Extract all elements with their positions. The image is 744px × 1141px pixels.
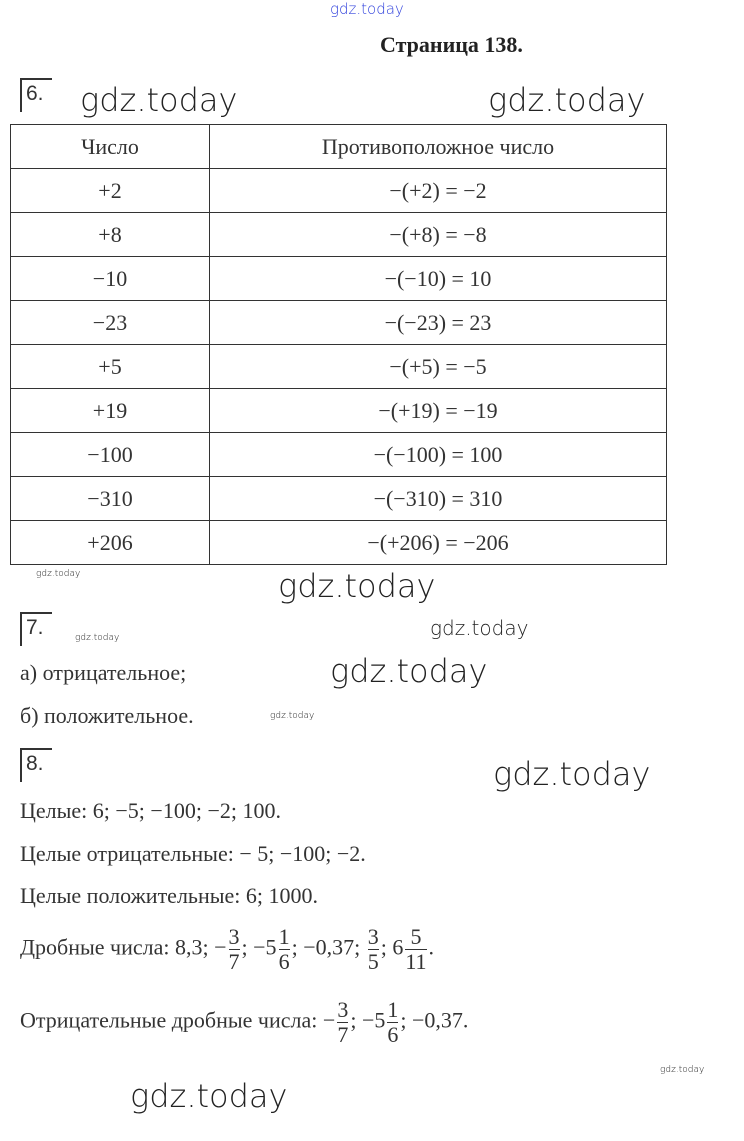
numerator: 3: [367, 924, 379, 949]
cell-opposite: −(−100) = 100: [210, 433, 667, 477]
task-7-number: 7.: [20, 612, 52, 646]
cell-number: +8: [11, 213, 210, 257]
decimal: −0,37;: [303, 934, 361, 960]
denominator: 7: [228, 949, 240, 975]
separator: ;: [241, 934, 248, 960]
cell-opposite: −(−310) = 310: [210, 477, 667, 521]
decimal: −0,37.: [411, 1007, 469, 1033]
table-row: [11, 169, 667, 213]
numerator: 3: [228, 924, 240, 949]
separator: .: [428, 934, 435, 960]
table-row: [11, 345, 667, 389]
cell-opposite: −(+2) = −2: [210, 169, 667, 213]
fractions-line: [20, 925, 434, 974]
separator: ;: [400, 1007, 407, 1033]
page-title: Страница 138.: [380, 32, 523, 57]
cell-number: −100: [11, 433, 210, 477]
separator: ;: [380, 934, 387, 960]
fraction: [337, 998, 348, 1047]
header-number: Число: [11, 125, 210, 169]
cell-opposite: −(−23) = 23: [210, 301, 667, 345]
fraction: [387, 998, 398, 1047]
table-header-row: [11, 125, 667, 169]
fraction: [405, 925, 426, 974]
whole-part: 6: [392, 934, 404, 960]
denominator: 6: [278, 949, 290, 975]
cell-number: −310: [11, 477, 210, 521]
sign: −5: [361, 1007, 386, 1033]
negative-integers-line: Целые отрицательные: − 5; −100; −2.: [20, 841, 366, 866]
fraction: [368, 925, 379, 974]
cell-opposite: −(+5) = −5: [210, 345, 667, 389]
cell-number: +206: [11, 521, 210, 565]
table-row: [11, 433, 667, 477]
watermark: gdz.today: [330, 0, 404, 18]
cell-opposite: −(+8) = −8: [210, 213, 667, 257]
table-row: [11, 257, 667, 301]
table-row: [11, 213, 667, 257]
fraction: [229, 925, 240, 974]
numerator: 3: [337, 997, 349, 1022]
numerator: 1: [278, 924, 290, 949]
watermark: gdz.today: [270, 711, 315, 721]
cell-number: +5: [11, 345, 210, 389]
cell-number: +2: [11, 169, 210, 213]
numerator: 1: [387, 997, 399, 1022]
sign: −: [322, 1007, 336, 1033]
cell-number: −10: [11, 257, 210, 301]
denominator: 11: [405, 949, 427, 975]
table-row: [11, 521, 667, 565]
denominator: 5: [367, 949, 379, 975]
watermark: gdz.today: [330, 652, 488, 690]
separator: ;: [291, 934, 298, 960]
task-6-number: 6.: [20, 78, 52, 112]
task-7-answer-b: б) положительное.: [20, 703, 194, 728]
negative-fractions-label: Отрицательные дробные числа:: [20, 1007, 318, 1033]
positive-integers-line: Целые положительные: 6; 1000.: [20, 883, 318, 908]
task-7-answer-a: а) отрицательное;: [20, 660, 187, 685]
task-8-number: 8.: [20, 748, 52, 782]
cell-number: +19: [11, 389, 210, 433]
watermark: gdz.today: [278, 567, 436, 605]
watermark: gdz.today: [493, 755, 651, 793]
sign: −: [214, 934, 227, 960]
watermark: gdz.today: [430, 616, 529, 640]
fraction: [279, 925, 290, 974]
opposite-numbers-table: [10, 124, 667, 565]
cell-opposite: −(−10) = 10: [210, 257, 667, 301]
integers-line: Целые: 6; −5; −100; −2; 100.: [20, 798, 281, 823]
table-row: [11, 389, 667, 433]
negative-fractions-line: [20, 998, 468, 1047]
denominator: 7: [337, 1022, 349, 1048]
table-row: [11, 477, 667, 521]
watermark: gdz.today: [488, 81, 646, 119]
watermark: gdz.today: [36, 569, 81, 579]
fractions-label: Дробные числа: 8,3;: [20, 934, 209, 960]
watermark: gdz.today: [75, 633, 120, 643]
numerator: 5: [410, 924, 422, 949]
cell-number: −23: [11, 301, 210, 345]
watermark: gdz.today: [660, 1065, 705, 1075]
cell-opposite: −(+19) = −19: [210, 389, 667, 433]
denominator: 6: [387, 1022, 399, 1048]
table-row: [11, 301, 667, 345]
separator: ;: [350, 1007, 357, 1033]
cell-opposite: −(+206) = −206: [210, 521, 667, 565]
watermark: gdz.today: [130, 1077, 288, 1115]
watermark: gdz.today: [80, 81, 238, 119]
sign: −5: [253, 934, 277, 960]
header-opposite: Противоположное число: [210, 125, 667, 169]
